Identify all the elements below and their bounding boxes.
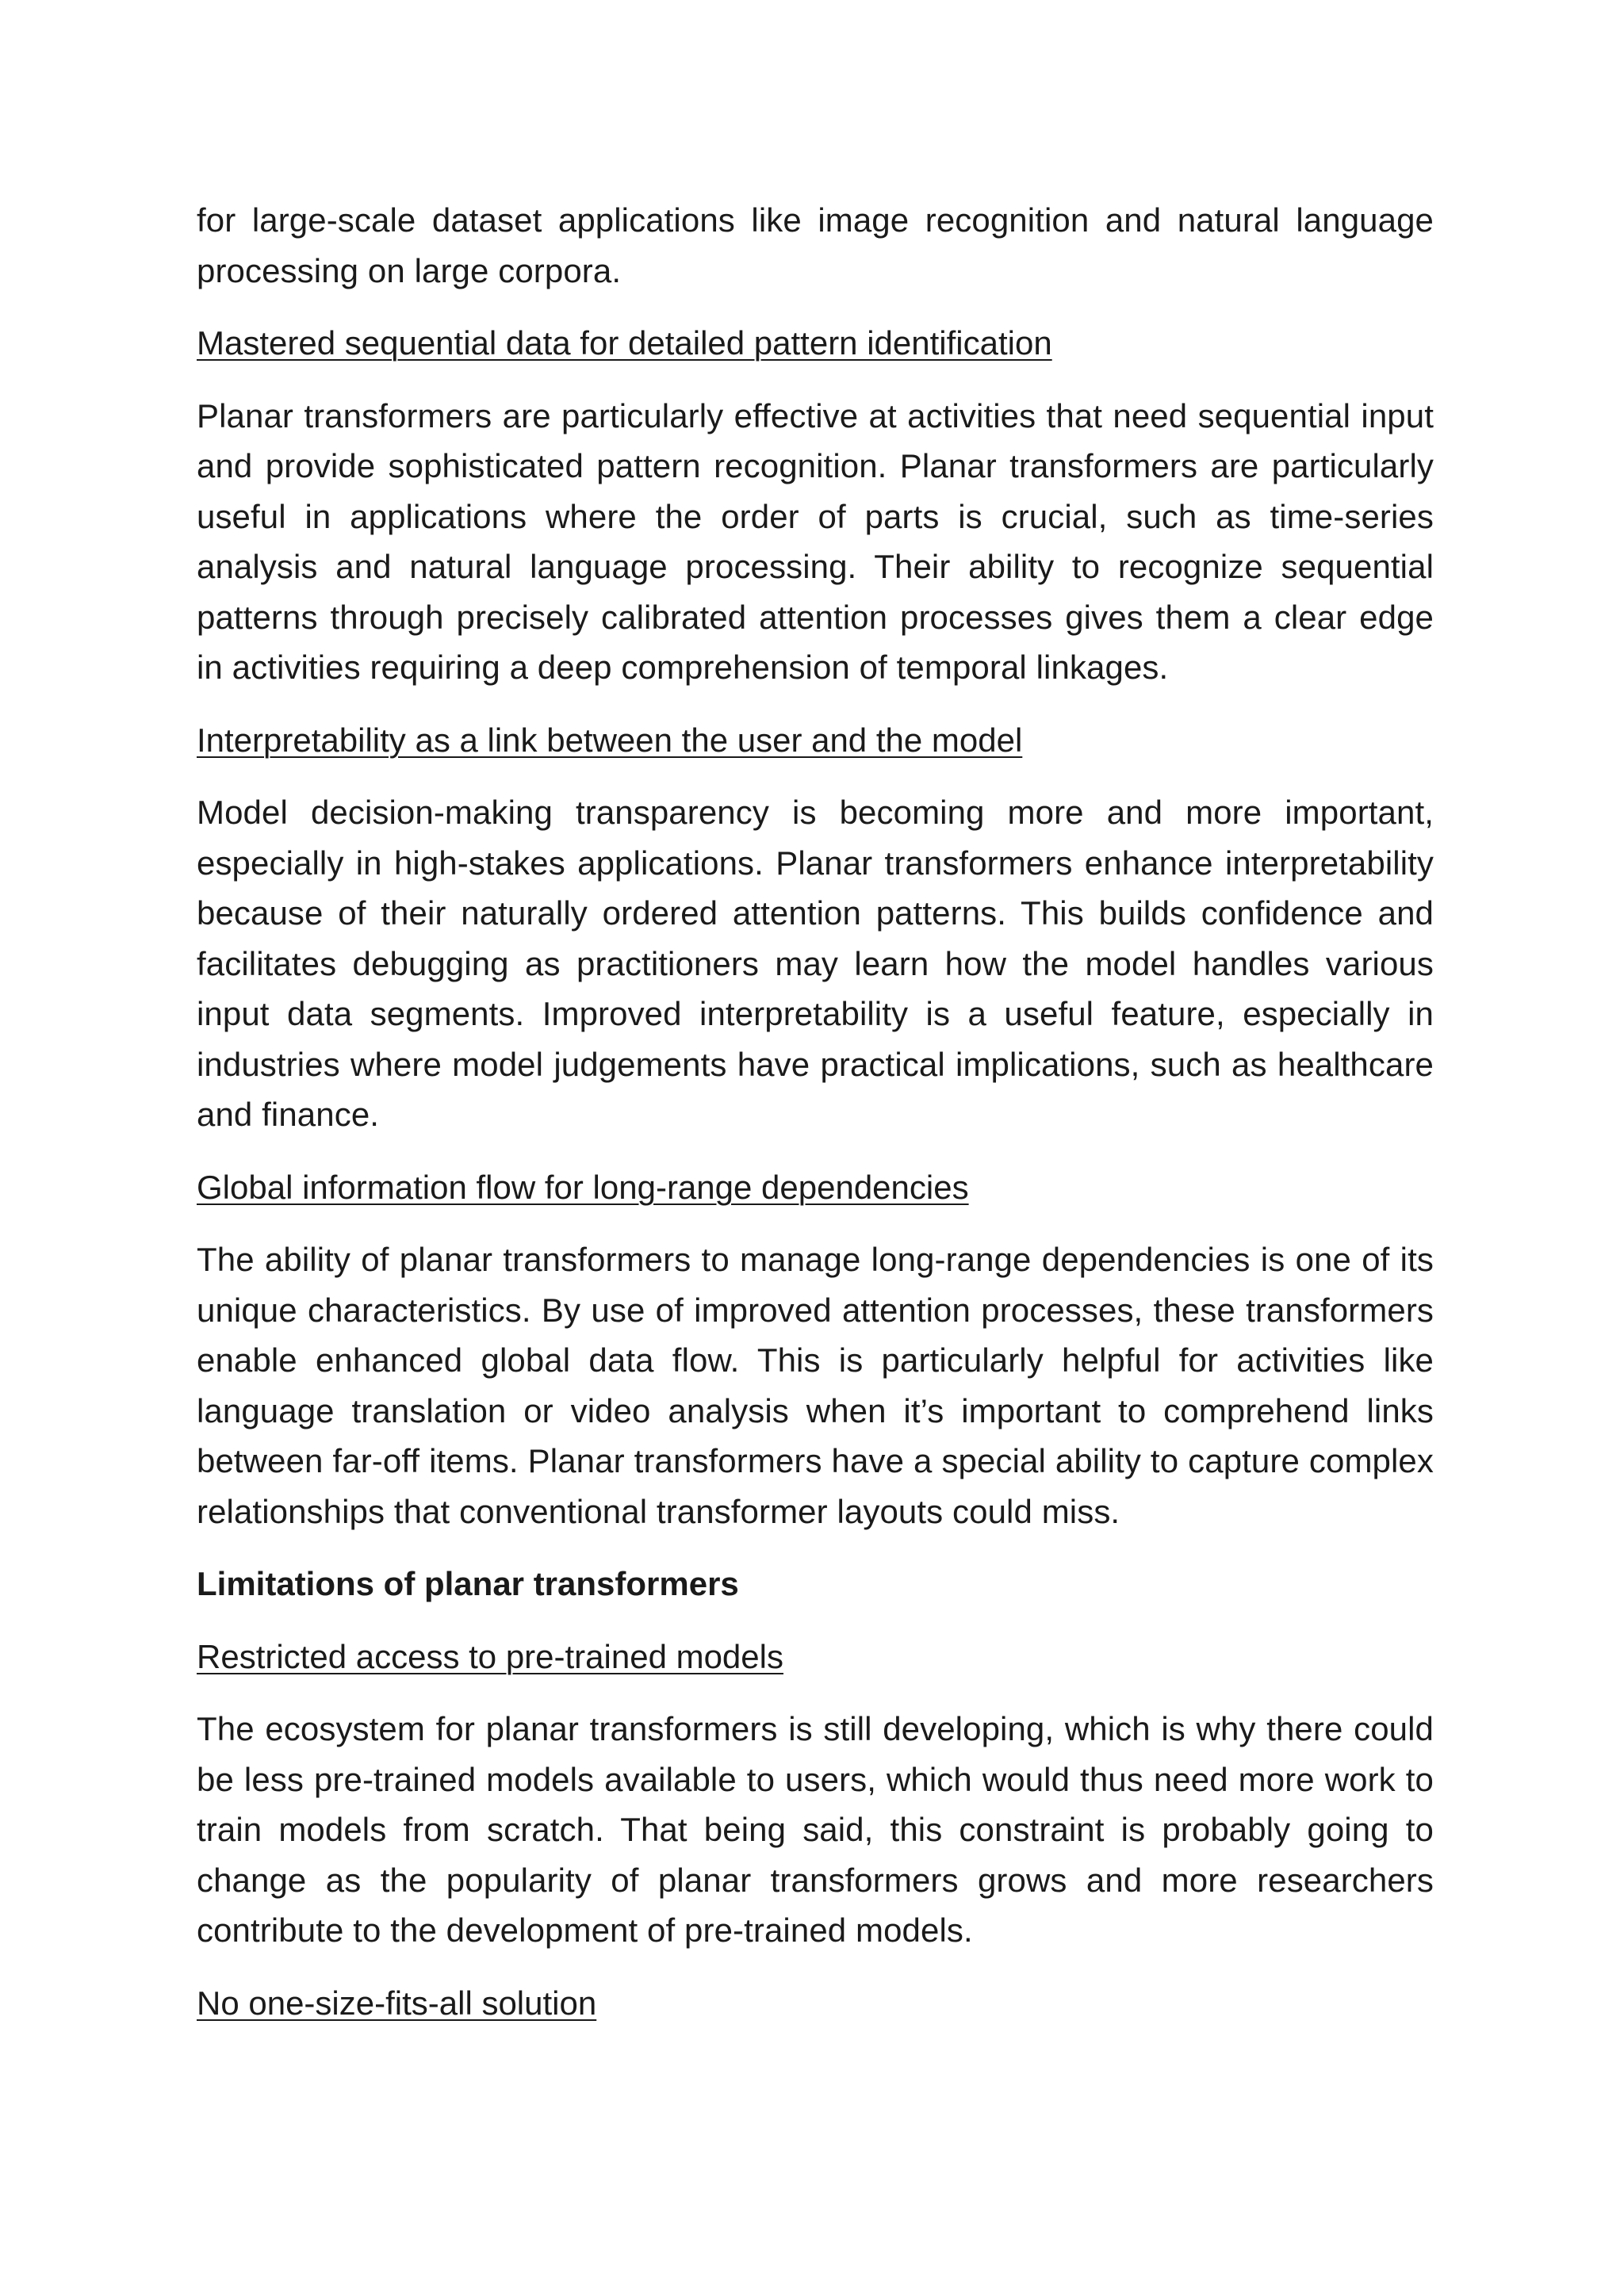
subheading-pretrained-models: Restricted access to pre-trained models xyxy=(197,1637,783,1675)
document-page xyxy=(197,195,1434,2050)
paragraph-intro-continuation: for large-scale dataset applications like image recognition and natural language processing on large corpora. xyxy=(197,201,1434,289)
subheading-global-information-flow: Global information flow for long-range dependencies xyxy=(197,1168,969,1206)
paragraph-global-information-flow: The ability of planar transformers to manage long-range dependencies is one of its unique characteristics. By use of improved attention processes, these transformers enable enhanced global data flow. This is particularly helpful for activities like language translation or video analysis when it’s important to comprehend links between far-off items. Planar transformers have a special ability to capture complex relationships that conventional transformer layouts could miss. xyxy=(197,1241,1434,1530)
subheading-sequential-data: Mastered sequential data for detailed pattern identification xyxy=(197,324,1052,362)
paragraph-sequential-data: Planar transformers are particularly effective at activities that need sequential input and provide sophisticated pattern recognition. Planar transformers are particularly useful in applications where the order of parts is crucial, such as time-series analysis and natural language processing. Their ability to recognize sequential patterns through precisely calibrated attention processes gives them a clear edge in activities requiring a deep comprehension of temporal linkages. xyxy=(197,396,1434,686)
section-heading-limitations: Limitations of planar transformers xyxy=(197,1565,739,1602)
subheading-no-one-size-fits-all: No one-size-fits-all solution xyxy=(197,1984,597,2022)
paragraph-pretrained-models: The ecosystem for planar transformers is still developing, which is why there could be less pre-trained models available to users, which would thus need more work to train models from scratch. That being said, this constraint is probably going to change as the popularity of planar transformers grows and more researchers contribute to the development of pre-trained models. xyxy=(197,1710,1434,1949)
subheading-interpretability: Interpretability as a link between the user and the model xyxy=(197,721,1023,759)
paragraph-interpretability: Model decision-making transparency is becoming more and more important, especially in high-stakes applications. Planar transformers enhance interpretability because of their naturally ordered attention patterns. This builds confidence and facilitates debugging as practitioners may learn how the model handles various input data segments. Improved interpretability is a useful feature, especially in industries where model judgements have practical implications, such as healthcare and finance. xyxy=(197,794,1434,1133)
